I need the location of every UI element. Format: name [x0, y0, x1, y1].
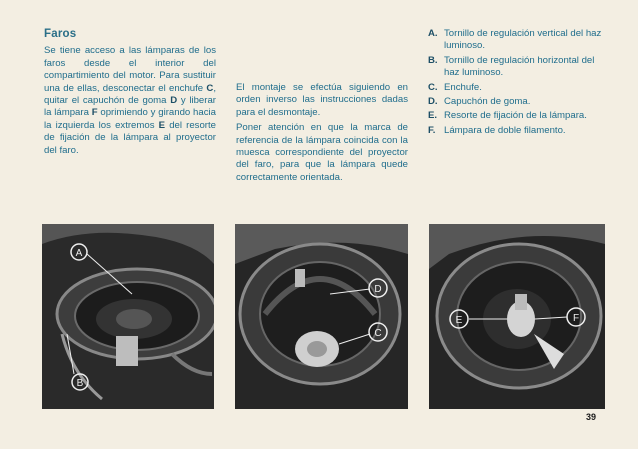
legend-key: E. — [428, 110, 438, 122]
p1-key-c: C — [206, 82, 214, 94]
legend-key: A. — [428, 28, 438, 39]
photo-label-d: D — [374, 284, 382, 295]
photo-1-drawing — [42, 224, 214, 409]
legend-item-c — [428, 82, 604, 94]
p1-text-4: y liberar la lámpara — [44, 95, 216, 119]
legend-item-a — [428, 28, 604, 53]
p1-key-d: D — [170, 95, 178, 107]
page-number: 39 — [586, 412, 597, 422]
legend-item-f — [428, 125, 604, 137]
legend-key: C. — [428, 81, 438, 93]
legend-text: Enchufe. — [444, 81, 482, 93]
legend-text: Lámpara de doble filamento. — [444, 124, 566, 136]
photo-label-e: E — [455, 315, 463, 326]
photo-label-f: F — [572, 313, 580, 324]
p1-text-6: oprimiendo y girando hacia la izquierda los extremos — [44, 107, 216, 131]
photo-2-drawing — [235, 224, 408, 409]
p1-text-2: , quitar el capuchón de goma — [44, 82, 216, 107]
p1-text-8: del resorte de fijación de la lámpara al proyector del faro. — [44, 119, 216, 156]
headlight-photo-3 — [429, 224, 605, 409]
legend-key: F. — [428, 124, 436, 136]
photo-label-b: B — [76, 378, 84, 389]
legend-text: Tornillo de regulación vertical del haz luminoso. — [444, 28, 602, 52]
headlight-photo-1 — [42, 224, 214, 409]
photo-label-a: A — [75, 248, 83, 259]
p1-key-f: F — [91, 107, 98, 119]
legend-key: B. — [428, 54, 438, 66]
legend-item-e — [428, 110, 604, 122]
legend-item-d — [428, 96, 604, 108]
legend-item-b — [428, 55, 604, 80]
text-column-2 — [236, 28, 408, 187]
photo-label-c: C — [374, 328, 382, 339]
paragraph-3: Poner atención en que la marca de referencia de la lámpara coincida con la muesca correspondiente del proyector del faro, para que la lámpara quede correctamente orientada. — [236, 122, 408, 183]
headlight-photo-2 — [235, 224, 408, 409]
section-title: Faros — [44, 28, 77, 40]
legend-key: D. — [428, 96, 438, 108]
legend-text: Capuchón de goma. — [444, 96, 531, 108]
paragraph-2: El montaje se efectúa siguiendo en orden inverso las instrucciones dadas para el desmontaje. — [236, 82, 408, 118]
photo-3-drawing — [429, 224, 605, 409]
p1-key-e: E — [158, 119, 166, 131]
legend-list — [428, 28, 604, 139]
paragraph-1-start — [44, 45, 216, 157]
text-column-1 — [44, 28, 216, 160]
p1-text-0: Se tiene acceso a las lámparas de los faros desde el interior del compartimiento del motor. Para sustituir una de ellas, desconectar el enchufe — [44, 45, 216, 94]
legend-text: Resorte de fijación de la lámpara. — [444, 110, 587, 122]
legend-text: Tornillo de regulación horizontal del haz luminoso. — [444, 54, 595, 79]
